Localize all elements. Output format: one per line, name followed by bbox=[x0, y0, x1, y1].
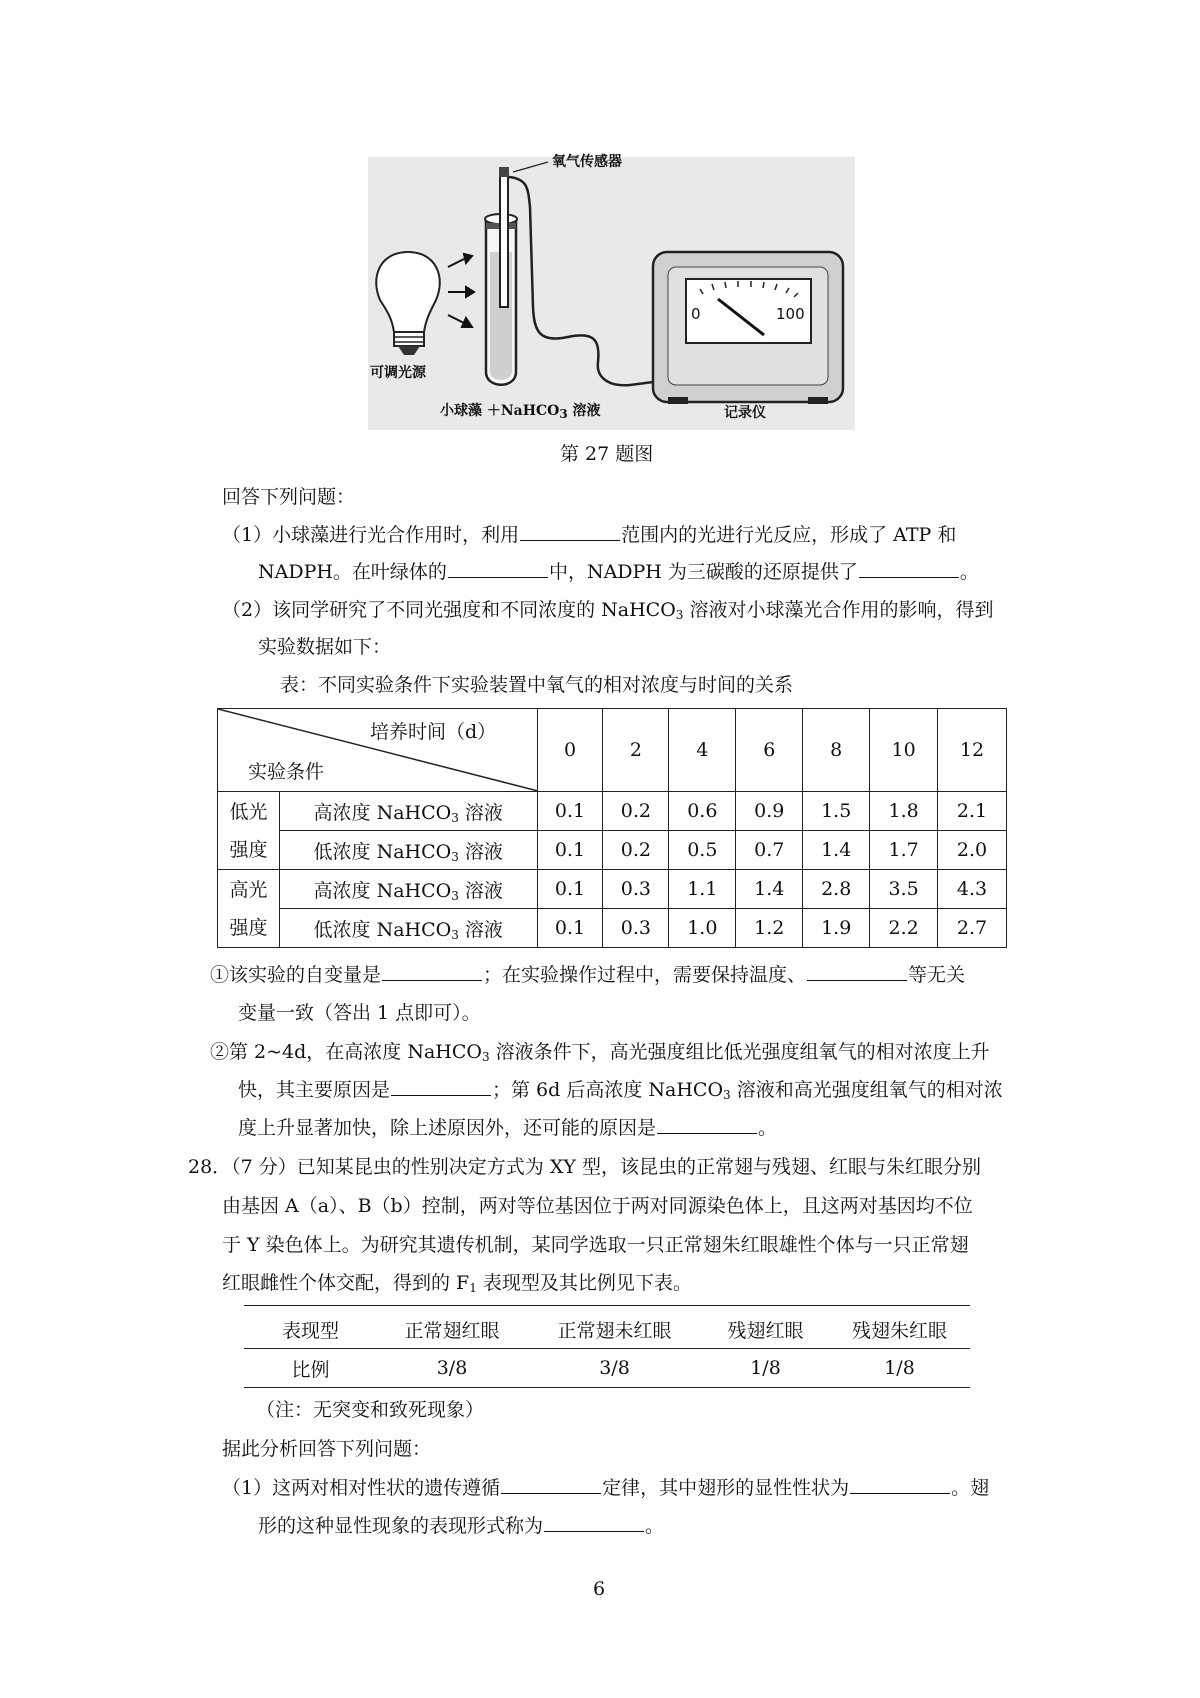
q28-intro: 据此分析回答下列问题： bbox=[222, 1438, 432, 1460]
pheno-header: 残翅朱红眼 bbox=[851, 1319, 947, 1342]
answer-blank bbox=[448, 559, 548, 578]
recorder-device bbox=[653, 252, 843, 404]
value-cell: 0.3 bbox=[603, 909, 669, 948]
answer-blank bbox=[544, 1513, 644, 1532]
answer-blank bbox=[520, 522, 620, 541]
q27-sub2-line1: ②第 2~4d，在高浓度 NaHCO$_3$ 溶液条件下，高光强度组比低光强度组氧气的相对浓度上升 bbox=[210, 1041, 990, 1064]
q27-sub2-line2: 快，其主要原因是 ；第 6d 后高浓度 NaHCO$_3$ 溶液和高光强度组氧气的相对浓 bbox=[238, 1079, 1003, 1102]
condition-cell: 低浓度 NaHCO$_3$ 溶液 bbox=[279, 909, 537, 948]
answer-blank bbox=[850, 1475, 950, 1494]
oxygen-sensor bbox=[499, 162, 653, 385]
table-row bbox=[244, 1349, 970, 1388]
value-cell: 1.5 bbox=[803, 792, 870, 831]
value-cell: 0.6 bbox=[669, 792, 736, 831]
value-cell: 0.2 bbox=[603, 831, 669, 870]
day-header: 8 bbox=[803, 709, 870, 792]
answer-blank bbox=[501, 1475, 601, 1494]
answer-blank bbox=[807, 962, 907, 981]
header-condition: 实验条件 bbox=[248, 761, 325, 783]
answer-blank bbox=[391, 1077, 491, 1096]
q28-part1-line2: 形的这种显性现象的表现形式称为 。 bbox=[258, 1515, 665, 1537]
value-cell: 0.1 bbox=[537, 909, 603, 948]
answer-blank bbox=[657, 1115, 757, 1134]
pheno-header: 残翅红眼 bbox=[727, 1319, 804, 1342]
condition-cell: 高浓度 NaHCO$_3$ 溶液 bbox=[279, 870, 537, 909]
page-number: 6 bbox=[593, 1578, 606, 1600]
q28-note: （注：无突变和致死现象） bbox=[256, 1399, 485, 1421]
value-cell: 0.5 bbox=[669, 831, 736, 870]
table-row bbox=[244, 1310, 970, 1349]
day-header: 0 bbox=[537, 709, 603, 792]
value-cell: 1.8 bbox=[870, 792, 938, 831]
oxygen-data-table bbox=[217, 708, 1007, 948]
q27-intro: 回答下列问题： bbox=[222, 486, 356, 508]
pheno-cell: 1/8 bbox=[750, 1357, 781, 1379]
value-cell: 1.0 bbox=[669, 909, 736, 948]
table-row bbox=[218, 831, 1007, 870]
header-time: 培养时间（d） bbox=[370, 721, 497, 743]
pheno-cell: 3/8 bbox=[599, 1357, 630, 1379]
q28-line1: 28．（7 分）已知某昆虫的性别决定方式为 XY 型，该昆虫的正常翅与残翅、红眼与朱红眼分别 bbox=[188, 1156, 981, 1178]
value-cell: 1.7 bbox=[870, 831, 938, 870]
group-label: 低光 强度 bbox=[218, 792, 280, 870]
pheno-cell: 1/8 bbox=[884, 1357, 915, 1379]
value-cell: 0.1 bbox=[537, 831, 603, 870]
value-cell: 0.1 bbox=[537, 870, 603, 909]
value-cell: 1.4 bbox=[803, 831, 870, 870]
q28-line3: 于 Y 染色体上。为研究其遗传机制，某同学选取一只正常翅朱红眼雄性个体与一只正常翅 bbox=[222, 1234, 969, 1256]
value-cell: 0.3 bbox=[603, 870, 669, 909]
day-header: 6 bbox=[736, 709, 803, 792]
q28-line2: 由基因 A（a）、B（b）控制，两对等位基因位于两对同源染色体上，且这两对基因均不位 bbox=[222, 1195, 973, 1217]
value-cell: 1.2 bbox=[736, 909, 803, 948]
pheno-header: 正常翅红眼 bbox=[404, 1319, 500, 1342]
q27-part1-line1: （1）小球藻进行光合作用时，利用 范围内的光进行光反应，形成了 ATP 和 bbox=[222, 524, 957, 546]
value-cell: 2.8 bbox=[803, 870, 870, 909]
q27-sub1-line2: 变量一致（答出 1 点即可）。 bbox=[238, 1002, 481, 1024]
condition-cell: 高浓度 NaHCO$_3$ 溶液 bbox=[279, 792, 537, 831]
value-cell: 3.5 bbox=[870, 870, 938, 909]
light-source-label: 可调光源 bbox=[370, 365, 426, 381]
value-cell: 2.2 bbox=[870, 909, 938, 948]
phenotype-table bbox=[244, 1310, 970, 1388]
table-row bbox=[218, 792, 1007, 831]
meter-min-label: 0 bbox=[691, 305, 701, 323]
pheno-cell: 3/8 bbox=[436, 1357, 468, 1379]
sensor-label: 氧气传感器 bbox=[552, 154, 622, 170]
table-title: 表：不同实验条件下实验装置中氧气的相对浓度与时间的关系 bbox=[280, 674, 794, 696]
pheno-header: 表现型 bbox=[281, 1319, 339, 1342]
value-cell: 1.4 bbox=[736, 870, 803, 909]
value-cell: 1.1 bbox=[669, 870, 736, 909]
pheno-table-top-rule bbox=[244, 1305, 970, 1306]
value-cell: 0.7 bbox=[736, 831, 803, 870]
q27-part2-line1: （2）该同学研究了不同光强度和不同浓度的 NaHCO$_3$ 溶液对小球藻光合作用的影响，得到 bbox=[222, 599, 994, 622]
answer-blank bbox=[382, 962, 482, 981]
value-cell: 0.9 bbox=[736, 792, 803, 831]
table-row bbox=[218, 909, 1007, 948]
pheno-cell: 比例 bbox=[291, 1358, 330, 1381]
value-cell: 4.3 bbox=[938, 870, 1007, 909]
meter-max-label: 100 bbox=[776, 305, 805, 323]
q28-part1-line1: （1）这两对相对性状的遗传遵循 定律，其中翅形的显性性状为 。翅 bbox=[222, 1477, 990, 1499]
diagonal-header-cell bbox=[218, 709, 538, 792]
q27-part1-line2: NADPH。在叶绿体的 中，NADPH 为三碳酸的还原提供了 。 bbox=[258, 561, 979, 583]
tube-label: 小球藻 ＋NaHCO$_3$ 溶液 bbox=[440, 403, 601, 421]
value-cell: 0.1 bbox=[537, 792, 603, 831]
day-header: 10 bbox=[870, 709, 938, 792]
value-cell: 2.1 bbox=[938, 792, 1007, 831]
day-header: 2 bbox=[603, 709, 669, 792]
figure-caption: 第 27 题图 bbox=[560, 443, 654, 465]
group-label: 高光 强度 bbox=[218, 870, 280, 948]
answer-blank bbox=[859, 559, 959, 578]
value-cell: 1.9 bbox=[803, 909, 870, 948]
table-row bbox=[218, 870, 1007, 909]
q27-part2-line2: 实验数据如下： bbox=[258, 636, 392, 658]
day-header: 12 bbox=[938, 709, 1007, 792]
apparatus-illustration bbox=[368, 157, 855, 430]
value-cell: 2.7 bbox=[938, 909, 1007, 948]
value-cell: 0.2 bbox=[603, 792, 669, 831]
recorder-label: 记录仪 bbox=[724, 405, 766, 421]
q28-line4: 红眼雌性个体交配，得到的 $F_1$ 表现型及其比例见下表。 bbox=[222, 1272, 692, 1295]
pheno-header: 正常翅未红眼 bbox=[557, 1319, 672, 1342]
value-cell: 2.0 bbox=[938, 831, 1007, 870]
light-bulb-icon bbox=[376, 252, 440, 355]
light-arrows bbox=[448, 254, 474, 327]
q27-sub1-line1: ①该实验的自变量是 ；在实验操作过程中，需要保持温度、 等无关 bbox=[210, 964, 966, 986]
day-header: 4 bbox=[669, 709, 736, 792]
q27-sub2-line3: 度上升显著加快，除上述原因外，还可能的原因是 。 bbox=[238, 1117, 778, 1139]
condition-cell: 低浓度 NaHCO$_3$ 溶液 bbox=[279, 831, 537, 870]
experiment-apparatus-figure bbox=[368, 154, 855, 430]
